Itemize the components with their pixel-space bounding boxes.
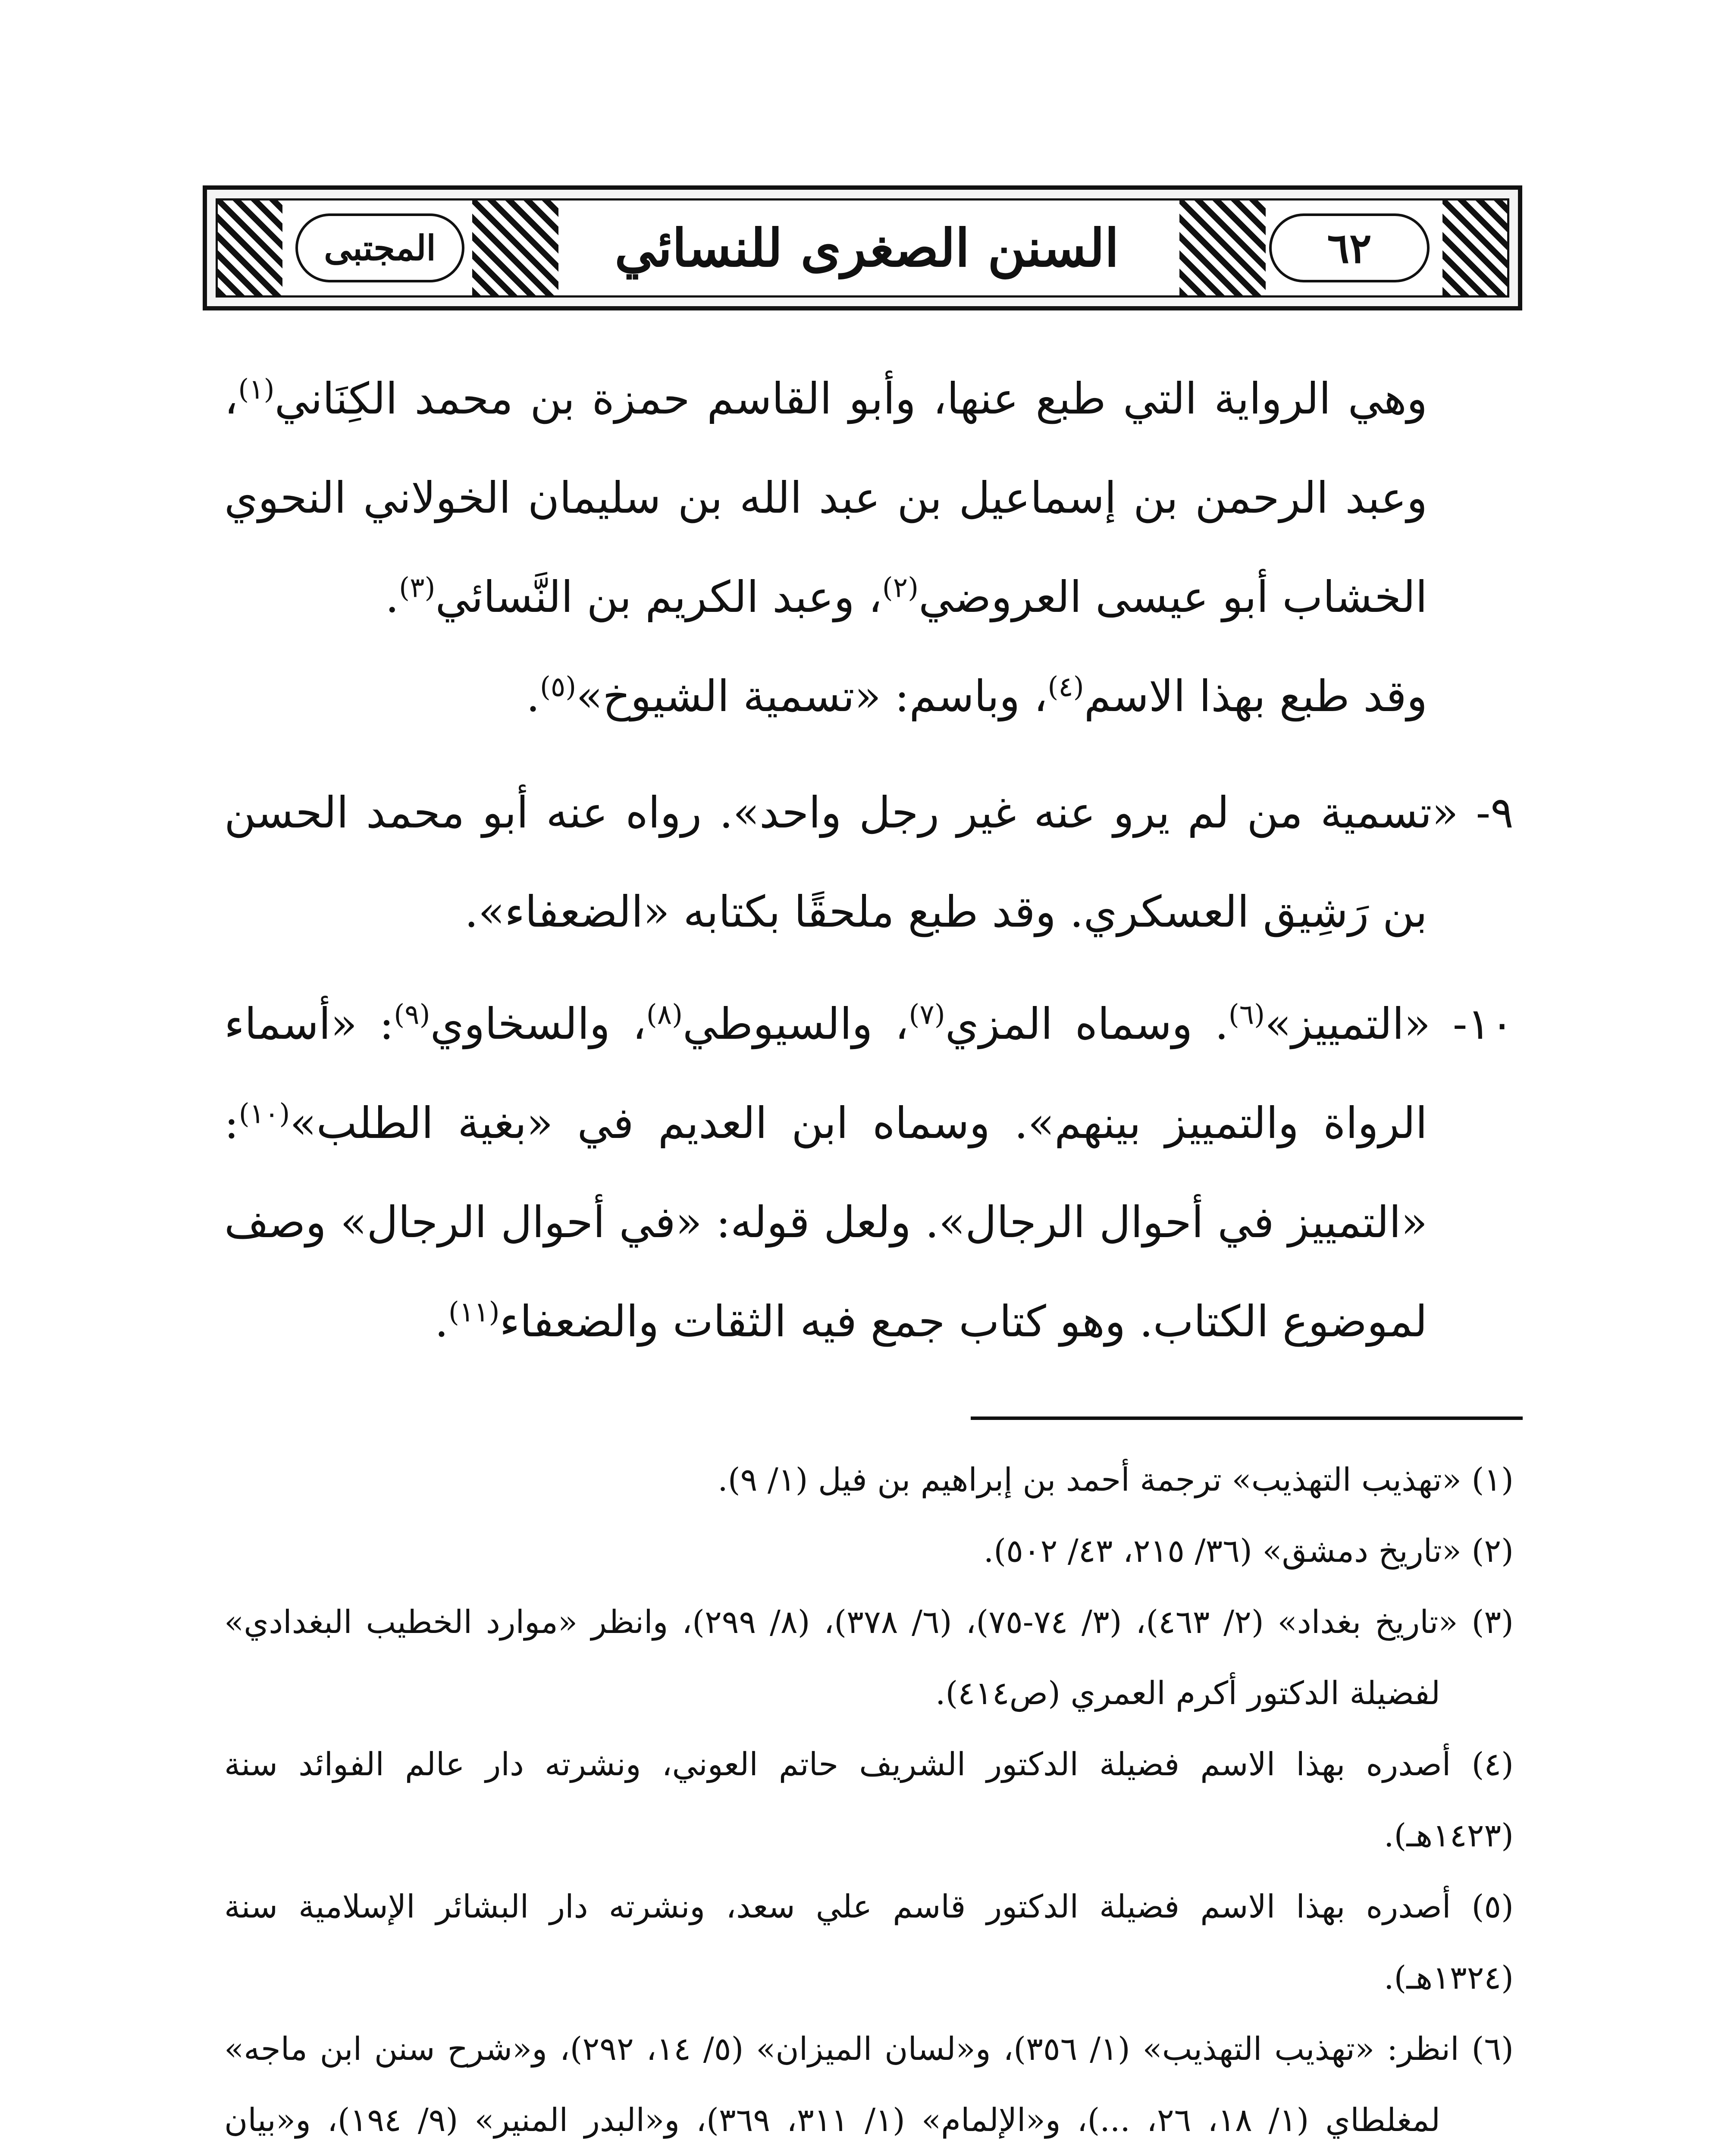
paragraph-item-10: ١٠- «التمييز»$^{(٦)}$. وسماه المزي$^{(٧)}$، والسيوطي$^{(٨)}$، والسخاوي$^{(٩)}$: «أسماء الرواة والتمييز بينهم». وسماه ابن العديم في «بغية الطلب»$^{(١٠)}$: «التمييز في أحوال الرجال». ولعل قوله: «في أحوال الرجال» وصف لموضوع الكتاب. وهو كتاب جمع فيه الثقات والضعفاء$^{(١١)}$. (224, 999, 1514, 1347)
paragraph-2: وقد طبع بهذا الاسم$^{(٤)}$، وباسم: «تسمية الشيوخ»$^{(٥)}$. (526, 671, 1427, 721)
footnote-ref[interactable]: (٢) (882, 572, 919, 604)
footnote-2: (٢) «تاريخ دمشق» (٣٦/ ٢١٥، ٤٣/ ٥٠٢). (983, 1532, 1514, 1570)
footnote-separator (971, 1416, 1523, 1420)
ornament-icon (218, 201, 282, 295)
footnote-ref[interactable]: (١١) (448, 1296, 500, 1329)
footnote-ref[interactable]: (٦) (1228, 999, 1265, 1031)
paragraph-item-9: ٩- «تسمية من لم يرو عنه غير رجل واحد». رواه عنه أبو محمد الحسن بن رَشِيق العسكري. وقد طبع ملحقًا بكتابه «الضعفاء». (224, 787, 1514, 937)
footnote-ref[interactable]: (٥) (539, 671, 577, 703)
footnote-ref[interactable]: (٤) (1047, 671, 1084, 703)
page-header (203, 185, 1522, 310)
footnotes (224, 1445, 1514, 2156)
footnote-ref[interactable]: (٨) (646, 999, 683, 1031)
paragraph-1: وهي الرواية التي طبع عنها، وأبو القاسم حمزة بن محمد الكِنَاني$^{(١)}$، وعبد الرحمن بن إسماعيل بن عبد الله بن سليمان الخولاني النحوي الخشاب أبو عيسى العروضي$^{(٢)}$، وعبد الكريم بن النَّسائي$^{(٣)}$. (224, 373, 1427, 622)
main-text (224, 349, 1514, 1371)
series-label: المجتبى (295, 213, 464, 282)
footnote-6: (٦) انظر: «تهذيب التهذيب» (١/ ٣٥٦)، و«لسان الميزان» (٥/ ١٤، ٢٩٢)، و«شرح سنن ابن ماجه» لمغلطاي (١/ ١٨، ٢٦، ...)، و«الإلمام» (١/ ٣١١، ٣٦٩)، و«البدر المنير» (٩/ ١٩٤)، و«بيان (224, 2031, 1514, 2139)
footnote-ref[interactable]: (٧) (909, 999, 945, 1031)
header-inner-frame (216, 198, 1509, 298)
page-number: ٦٢ (1269, 213, 1430, 282)
footnote-5: (٥) أصدره بهذا الاسم فضيلة الدكتور قاسم علي سعد، ونشرته دار البشائر الإسلامية سنة (١٣٢٤هـ). (224, 1888, 1514, 1996)
footnote-ref[interactable]: (٩) (394, 999, 430, 1031)
footnote-4: (٤) أصدره بهذا الاسم فضيلة الدكتور الشريف حاتم العوني، ونشرته دار عالم الفوائد سنة (١٤٢٣هـ). (224, 1746, 1514, 1854)
footnote-ref[interactable]: (٣) (399, 572, 436, 604)
footnote-1: (١) «تهذيب التهذيب» ترجمة أحمد بن إبراهيم بن فيل (١/ ٩). (718, 1461, 1514, 1498)
ornament-icon (472, 201, 558, 295)
ornament-icon (1442, 201, 1507, 295)
ornament-icon (1179, 201, 1266, 295)
page-title: السنن الصغرى للنسائي (615, 217, 1119, 279)
footnote-ref[interactable]: (١) (238, 373, 275, 406)
footnote-ref[interactable]: (١٠) (238, 1098, 290, 1130)
footnote-3: (٣) «تاريخ بغداد» (٢/ ٤٦٣)، (٣/ ٧٤-٧٥)، (٦/ ٣٧٨)، (٨/ ٢٩٩)، وانظر «موارد الخطيب البغدادي» لفضيلة الدكتور أكرم العمري (ص٤١٤). (224, 1604, 1514, 1712)
